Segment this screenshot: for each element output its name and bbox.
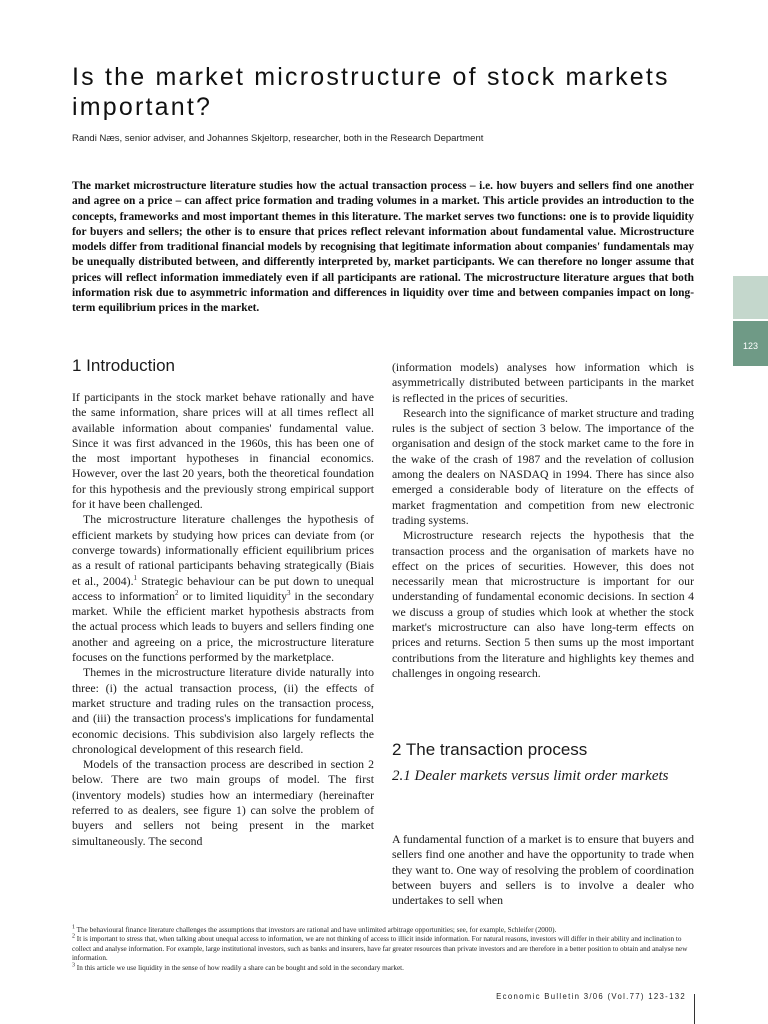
side-tab-light bbox=[733, 276, 768, 319]
transaction-paragraph-1: A fundamental function of a market is to ensure that buyers and sellers find one another and have the opportunity to trade when they want to. One way of resolving the problem of coordination between buyers and sellers is to involve a dealer who undertakes to sell when bbox=[392, 832, 694, 908]
footnote-3 bbox=[72, 964, 694, 973]
right-paragraph-1: (information models) analyses how information which is asymmetrically distributed between participants in the market is reflected in the prices of securities. bbox=[392, 360, 694, 405]
intro-paragraph-3: Themes in the microstructure literature divide naturally into three: (i) the actual transaction process, (ii) the effects of market structure and trading rules on the transaction process, and (iii) the transaction process's implications for fundamental economic decisions. This subdivision also largely reflects the chronological development of this research field. bbox=[72, 665, 374, 756]
introduction-text bbox=[72, 390, 374, 849]
article-abstract: The market microstructure literature studies how the actual transaction process – i.e. how buyers and sellers find one another and agree on a price – can affect price formation and trading volumes in a market. This article provides an introduction to the concepts, frameworks and most important themes in this literature. The market serves two functions: one is to provide liquidity for buyers and sellers; the other is to ensure that prices reflect relevant information about fundamental value. Microstructure models differ from traditional financial models by recognising that legitimate information about companies' fundamentals may be unequally distributed between, and differently interpreted by, market participants. We can therefore no longer assume that prices will reflect information immediately even if all participants are rational. The microstructure literature argues that both information risk due to asymmetric information and differences in liquidity over time and between companies impact on long-term equilibrium prices in the market. bbox=[72, 180, 694, 315]
intro-paragraph-1: If participants in the stock market behave rationally and have the same information, share prices will at all times reflect all available information about companies' fundamental value. Since it was first advanced in the 1960s, this has been one of the most important hypotheses in financial economics. However, over the last 20 years, both the theoretical foundation for this hypothesis and the previously strong empirical support for it have been challenged. bbox=[72, 390, 374, 512]
footnote-ref-1[interactable]: 1 bbox=[133, 573, 138, 582]
footnote-text: It is important to stress that, when talking about unequal access to information, we are not thinking of access to illicit inside information. For natural reasons, investors will differ in their ability and inclination to collect and analyse information. For example, large institutional investors, such as banks and insurers, have far greater resources than private investors and are therefore in a better position to obtain and analyse new information. bbox=[72, 935, 688, 963]
article-title: Is the market microstructure of stock markets important? bbox=[72, 63, 670, 121]
footnote-ref-2[interactable]: 2 bbox=[175, 588, 179, 597]
footnote-marker: 1 bbox=[72, 924, 75, 931]
footnote-marker: 3 bbox=[72, 962, 75, 969]
footnote-ref-3[interactable]: 3 bbox=[287, 588, 291, 597]
footnote-marker: 2 bbox=[72, 934, 75, 941]
dealer-markets-subheading: 2.1 Dealer markets versus limit order markets bbox=[392, 768, 669, 784]
introduction-heading: 1 Introduction bbox=[72, 356, 176, 375]
intro-paragraph-4: Models of the transaction process are described in section 2 below. There are two main groups of model. The first (inventory models) studies how an intermediary (hereinafter referred to as dealers, see figure 1) can solve the problem of buyers and sellers not being present in the market simultaneously. The second bbox=[72, 757, 374, 848]
intro-p2-part-d: in the secondary market. While the efficient market hypothesis abstracts from the actual process which leads to buyers and sellers finding one another and agreeing on a price, the microstructure literature focuses on the functions performed by the marketplace. bbox=[72, 588, 374, 665]
right-paragraph-3: Microstructure research rejects the hypothesis that the transaction process and the organisation of markets have no effect on the prices of securities. However, this does not necessarily mean that microstructure is important for our understanding of fundamental economic decisions. In section 4 we discuss a group of studies which look at whether the stock market's microstructure can also have long-term effects on prices and returns. Section 5 then sums up the most important contributions from the literature and highlights key themes and challenges in ongoing research. bbox=[392, 528, 694, 680]
footnote-1 bbox=[72, 926, 694, 935]
right-column-text bbox=[392, 360, 694, 681]
right-paragraph-2: Research into the significance of market structure and trading rules is the subject of section 3 below. The importance of the organisation and design of the stock market came to the fore in the wake of the crash of 1987 and the revelation of collusion among the dealers on NASDAQ in 1994. There has since also emerged a considerable body of literature on the effects of market fragmentation and competition from new electronic trading systems. bbox=[392, 405, 694, 527]
footnote-text: In this article we use liquidity in the sense of how readily a share can be bought and sold in the secondary market. bbox=[76, 963, 404, 972]
article-authors: Randi Næs, senior adviser, and Johannes Skjeltorp, researcher, both in the Research Department bbox=[72, 133, 484, 144]
intro-p2-part-c: or to limited liquidity bbox=[178, 588, 288, 603]
footnotes bbox=[72, 926, 694, 973]
intro-paragraph-2 bbox=[72, 512, 374, 665]
footnote-text: The behavioural finance literature challenges the assumptions that investors are rational and have unlimited arbitrage opportunities; see, for example, Schleifer (2000). bbox=[76, 926, 557, 934]
footnote-2 bbox=[72, 935, 694, 963]
page-number: 123 bbox=[742, 341, 759, 351]
intro-p2-part-a: The microstructure literature challenges the hypothesis of efficient markets by studying how prices can deviate from (or converge towards) informationally efficient equilibrium prices as a result of rational participants behaving strategically (Biais et al., 2004). bbox=[72, 512, 374, 588]
page-footer: Economic Bulletin 3/06 (Vol.77) 123-132 bbox=[496, 992, 686, 1001]
intro-p2-part-b: Strategic behaviour can be put down to unequal access to information bbox=[72, 573, 375, 603]
transaction-process-heading: 2 The transaction process bbox=[392, 740, 588, 759]
footer-rule bbox=[694, 994, 695, 1024]
transaction-text bbox=[392, 832, 694, 908]
